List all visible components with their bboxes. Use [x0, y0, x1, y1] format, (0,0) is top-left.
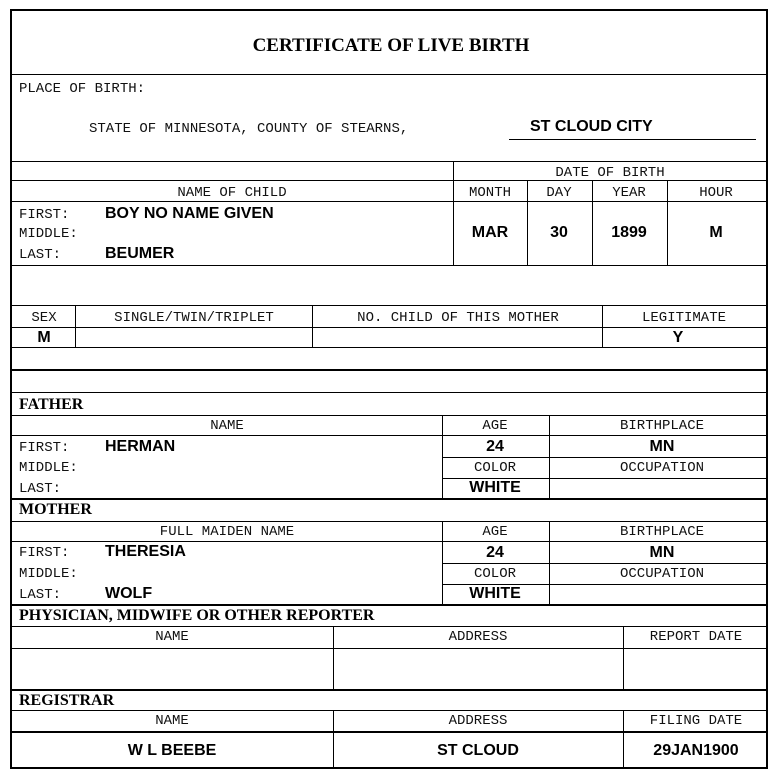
father-birthplace-label: BIRTHPLACE	[619, 418, 705, 434]
divider	[12, 435, 766, 436]
child-last-label: LAST:	[19, 247, 62, 263]
divider	[12, 710, 766, 711]
father-last-label: LAST:	[19, 481, 62, 497]
father-birthplace-value: MN	[649, 438, 675, 455]
child-number-label: NO. CHILD OF THIS MOTHER	[357, 310, 559, 326]
mother-color-label: COLOR	[473, 566, 517, 582]
divider	[527, 180, 528, 265]
registrar-address-value: ST CLOUD	[437, 742, 519, 759]
registrar-section-title: REGISTRAR	[19, 692, 115, 709]
divider	[12, 415, 766, 416]
certificate-title: CERTIFICATE OF LIVE BIRTH	[252, 35, 530, 56]
hour-label: HOUR	[699, 185, 733, 201]
divider	[75, 305, 76, 347]
father-color-label: COLOR	[473, 460, 517, 476]
divider	[623, 626, 624, 690]
divider	[12, 392, 766, 393]
mother-birthplace-value: MN	[649, 544, 675, 561]
mother-color-value: WHITE	[469, 585, 521, 602]
legitimate-value: Y	[672, 329, 684, 346]
birth-year-value: 1899	[611, 224, 647, 241]
divider	[12, 305, 766, 306]
divider	[333, 710, 334, 767]
child-last-value: BEUMER	[105, 245, 175, 262]
date-of-birth-header: DATE OF BIRTH	[555, 165, 665, 181]
year-label: YEAR	[612, 185, 646, 201]
divider	[667, 180, 668, 265]
mother-birthplace-label: BIRTHPLACE	[619, 524, 705, 540]
divider	[12, 265, 766, 266]
mother-name-label: FULL MAIDEN NAME	[159, 524, 295, 540]
mother-last-value: WOLF	[105, 585, 153, 602]
physician-address-label: ADDRESS	[448, 629, 508, 645]
father-name-label: NAME	[210, 418, 244, 434]
divider	[12, 604, 766, 606]
plurality-label: SINGLE/TWIN/TRIPLET	[114, 310, 274, 326]
divider	[312, 305, 313, 347]
father-age-label: AGE	[482, 418, 508, 434]
birth-month-value: MAR	[471, 224, 509, 241]
registrar-name-label: NAME	[155, 713, 189, 729]
divider	[592, 180, 593, 265]
divider	[12, 369, 766, 371]
father-middle-label: MIDDLE:	[19, 460, 78, 476]
physician-name-label: NAME	[155, 629, 189, 645]
name-of-child-header: NAME OF CHILD	[177, 185, 287, 201]
child-first-label: FIRST:	[19, 207, 70, 223]
divider	[623, 710, 624, 767]
divider	[12, 180, 453, 181]
mother-first-label: FIRST:	[19, 545, 70, 561]
divider	[12, 347, 766, 348]
divider	[12, 521, 766, 522]
physician-section-title: PHYSICIAN, MIDWIFE OR OTHER REPORTER	[19, 607, 375, 624]
divider	[12, 731, 766, 733]
mother-last-label: LAST:	[19, 587, 62, 603]
birth-day-value: 30	[550, 224, 568, 241]
mother-middle-label: MIDDLE:	[19, 566, 78, 582]
month-label: MONTH	[468, 185, 512, 201]
city-underline	[509, 139, 756, 140]
sex-value: M	[37, 329, 51, 346]
birth-hour-value: M	[709, 224, 723, 241]
birth-certificate	[10, 9, 768, 769]
father-occupation-label: OCCUPATION	[619, 460, 705, 476]
divider	[12, 626, 766, 627]
divider	[12, 498, 766, 500]
registrar-address-label: ADDRESS	[448, 713, 508, 729]
divider	[12, 327, 766, 328]
divider	[12, 201, 766, 202]
father-first-label: FIRST:	[19, 440, 70, 456]
day-label: DAY	[546, 185, 572, 201]
divider	[453, 161, 454, 265]
child-first-value: BOY NO NAME GIVEN	[105, 205, 274, 222]
mother-first-value: THERESIA	[105, 543, 186, 560]
divider	[333, 626, 334, 690]
mother-age-value: 24	[486, 544, 504, 561]
place-of-birth-label: PLACE OF BIRTH:	[19, 81, 146, 97]
child-middle-label: MIDDLE:	[19, 226, 78, 242]
birth-city-value: ST CLOUD CITY	[530, 118, 653, 135]
legitimate-label: LEGITIMATE	[641, 310, 727, 326]
divider	[12, 689, 766, 691]
father-section-title: FATHER	[19, 396, 84, 413]
mother-section-title: MOTHER	[19, 501, 92, 518]
sex-label: SEX	[31, 310, 57, 326]
divider	[602, 305, 603, 347]
registrar-filing-date-value: 29JAN1900	[653, 742, 739, 759]
divider	[12, 648, 766, 649]
mother-occupation-label: OCCUPATION	[619, 566, 705, 582]
registrar-name-value: W L BEEBE	[127, 742, 217, 759]
father-color-value: WHITE	[469, 479, 521, 496]
divider	[12, 74, 766, 75]
divider	[442, 457, 766, 458]
divider	[12, 161, 766, 162]
divider	[453, 180, 766, 181]
divider	[442, 563, 766, 564]
mother-age-label: AGE	[482, 524, 508, 540]
divider	[12, 541, 766, 542]
father-first-value: HERMAN	[105, 438, 176, 455]
father-age-value: 24	[486, 438, 504, 455]
registrar-filing-date-label: FILING DATE	[649, 713, 743, 729]
state-county-text: STATE OF MINNESOTA, COUNTY OF STEARNS,	[89, 121, 409, 137]
physician-report-date-label: REPORT DATE	[649, 629, 743, 645]
